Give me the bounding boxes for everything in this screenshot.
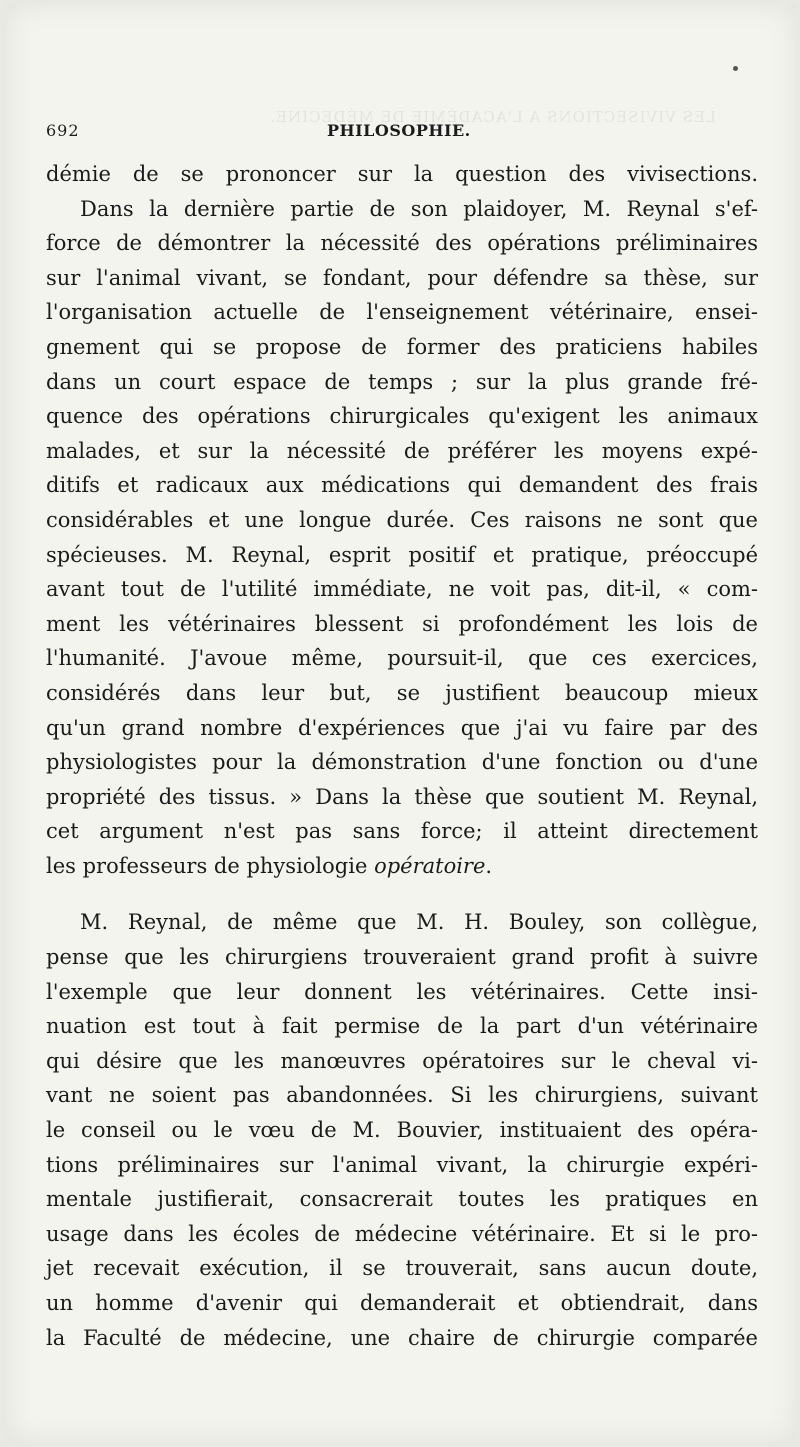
text-line: vant ne soient pas abandonnées. Si les chirurgiens, suivant [46,1083,758,1108]
text-line: la Faculté de médecine, une chaire de chirurgie comparée [46,1325,758,1350]
text-line-last [46,849,758,884]
text-fragment: . [485,853,493,878]
paragraph-gap [46,883,758,905]
text-line: force de démontrer la nécessité des opérations préliminaires [46,231,758,256]
text-line: ment les vétérinaires blessent si profondément les lois de [46,611,758,636]
text-line: considérés dans leur but, se justifient beaucoup mieux [46,680,758,705]
text-line: considérables et une longue durée. Ces raisons ne sont que [46,507,758,532]
text-line: nuation est tout à fait permise de la part d'un vétérinaire [46,1014,758,1039]
text-line: l'humanité. J'avoue même, poursuit-il, que ces exercices, [46,646,758,671]
text-line: l'exemple que leur donnent les vétérinaires. Cette insi- [46,979,758,1004]
text-line: malades, et sur la nécessité de préférer les moyens expé- [46,438,758,463]
text-line: qu'un grand nombre d'expériences que j'ai vu faire par des [46,715,758,740]
text-line: usage dans les écoles de médecine vétérinaire. Et si le pro- [46,1221,758,1246]
text-line: l'organisation actuelle de l'enseignement vétérinaire, ensei- [46,300,758,325]
bleed-through-text: LES VIVISECTIONS A L'ACADÉMIE DE MÉDECINE. [269,108,716,126]
italic-word: opératoire [374,853,486,878]
text-line: avant tout de l'utilité immédiate, ne voit pas, dit-il, « com- [46,577,758,602]
text-line: sur l'animal vivant, se fondant, pour défendre sa thèse, sur [46,265,758,290]
text-line: ditifs et radicaux aux médications qui demandent des frais [46,473,758,498]
text-line: propriété des tissus. » Dans la thèse que soutient M. Reynal, [46,784,758,809]
ink-speck [733,66,738,71]
text-line: Dans la dernière partie de son plaidoyer, M. Reynal s'ef- [80,196,758,221]
text-line: un homme d'avenir qui demanderait et obtiendrait, dans [46,1291,758,1315]
text-line: le conseil ou le vœu de M. Bouvier, instituaient des opéra- [46,1118,758,1143]
text-line: gnement qui se propose de former des praticiens habiles [46,334,758,359]
body-text [46,157,758,1355]
text-line: cet argument n'est pas sans force; il atteint directement [46,819,758,844]
text-line: qui désire que les manœuvres opératoires sur le cheval vi- [46,1048,758,1073]
book-page [6,4,796,1442]
text-line: tions préliminaires sur l'animal vivant, la chirurgie expéri- [46,1152,758,1177]
text-line: physiologistes pour la démonstration d'une fonction ou d'une [46,750,758,775]
text-line: M. Reynal, de même que M. H. Bouley, son collègue, [80,910,758,935]
text-fragment: les professeurs de physiologie [46,853,375,878]
running-head: PHILOSOPHIE. [327,121,471,140]
text-line: mentale justifierait, consacrerait toutes les pratiques en [46,1187,758,1212]
text-line: démie de se prononcer sur la question des vivisections. [46,162,758,186]
text-line: jet recevait exécution, il se trouverait, sans aucun doute, [46,1256,758,1281]
text-line: spécieuses. M. Reynal, esprit positif et pratique, préoccupé [46,542,758,567]
text-line: pense que les chirurgiens trouveraient grand profit à suivre [46,945,758,970]
page-number: 692 [46,121,80,140]
text-line: quence des opérations chirurgicales qu'exigent les animaux [46,404,758,429]
page-header [46,121,758,145]
text-line: dans un court espace de temps ; sur la plus grande fré- [46,369,758,394]
